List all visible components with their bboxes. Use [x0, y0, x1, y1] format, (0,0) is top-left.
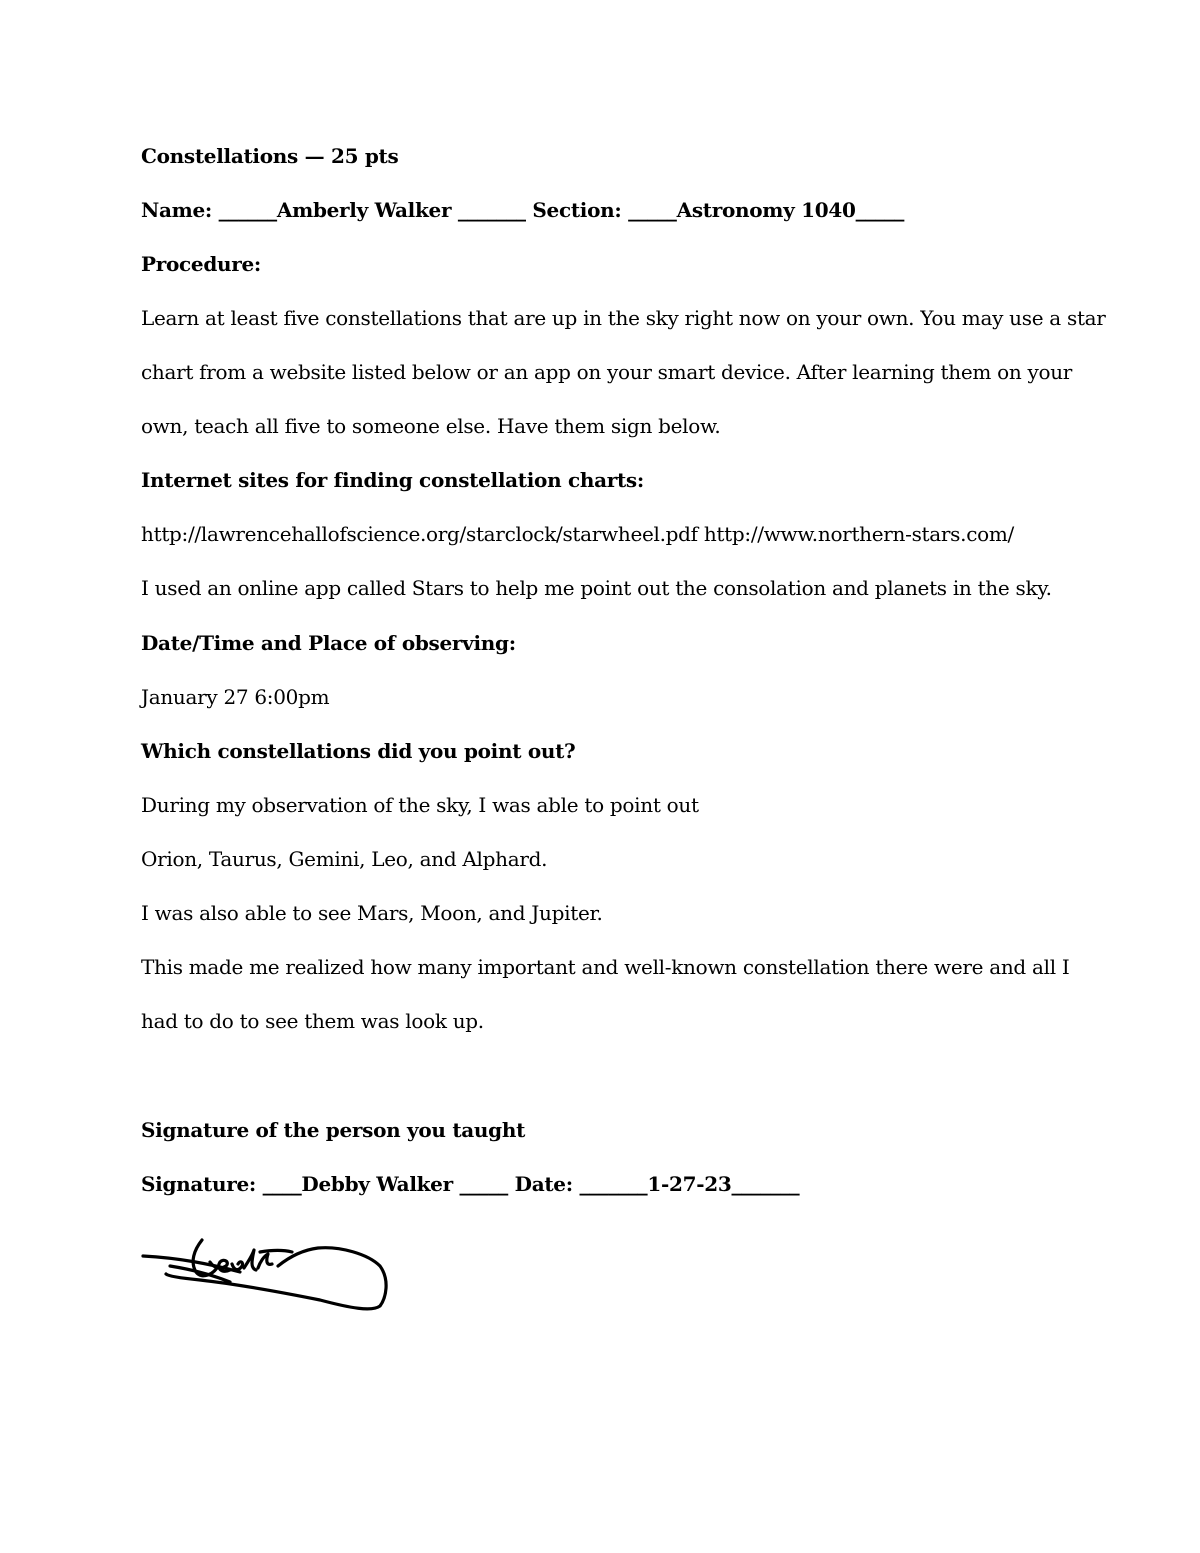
procedure-line-3: own, teach all five to someone else. Have them sign below. — [141, 414, 721, 438]
internet-urls: http://lawrencehallofscience.org/starclock/starwheel.pdf http://www.northern-stars.com/ — [141, 522, 1014, 546]
constellations-line-4: This made me realized how many important and well-known constellation there were and all I — [141, 955, 1070, 979]
date-value: January 27 6:00pm — [141, 685, 330, 709]
internet-sites-heading: Internet sites for finding constellation charts: — [141, 468, 644, 492]
constellations-line-3: I was also able to see Mars, Moon, and Jupiter. — [141, 901, 603, 925]
handwritten-signature — [140, 1236, 390, 1318]
name-section-line: Name: ______Amberly Walker _______ Section: _____Astronomy 1040_____ — [141, 198, 905, 222]
procedure-line-1: Learn at least five constellations that are up in the sky right now on your own. You may use a star — [141, 306, 1106, 330]
constellations-line-5: had to do to see them was look up. — [141, 1009, 484, 1033]
constellations-line-2: Orion, Taurus, Gemini, Leo, and Alphard. — [141, 847, 548, 871]
constellations-heading: Which constellations did you point out? — [141, 739, 576, 763]
date-place-heading: Date/Time and Place of observing: — [141, 631, 516, 655]
constellations-line-1: During my observation of the sky, I was able to point out — [141, 793, 699, 817]
signature-date-line: Signature: ____Debby Walker _____ Date: _______1-27-23_______ — [141, 1172, 800, 1196]
document-title: Constellations — 25 pts — [141, 144, 399, 168]
procedure-heading: Procedure: — [141, 252, 261, 276]
app-note: I used an online app called Stars to help me point out the consolation and planets in the sky. — [141, 576, 1052, 600]
signature-heading: Signature of the person you taught — [141, 1118, 526, 1142]
procedure-line-2: chart from a website listed below or an app on your smart device. After learning them on your — [141, 360, 1073, 384]
